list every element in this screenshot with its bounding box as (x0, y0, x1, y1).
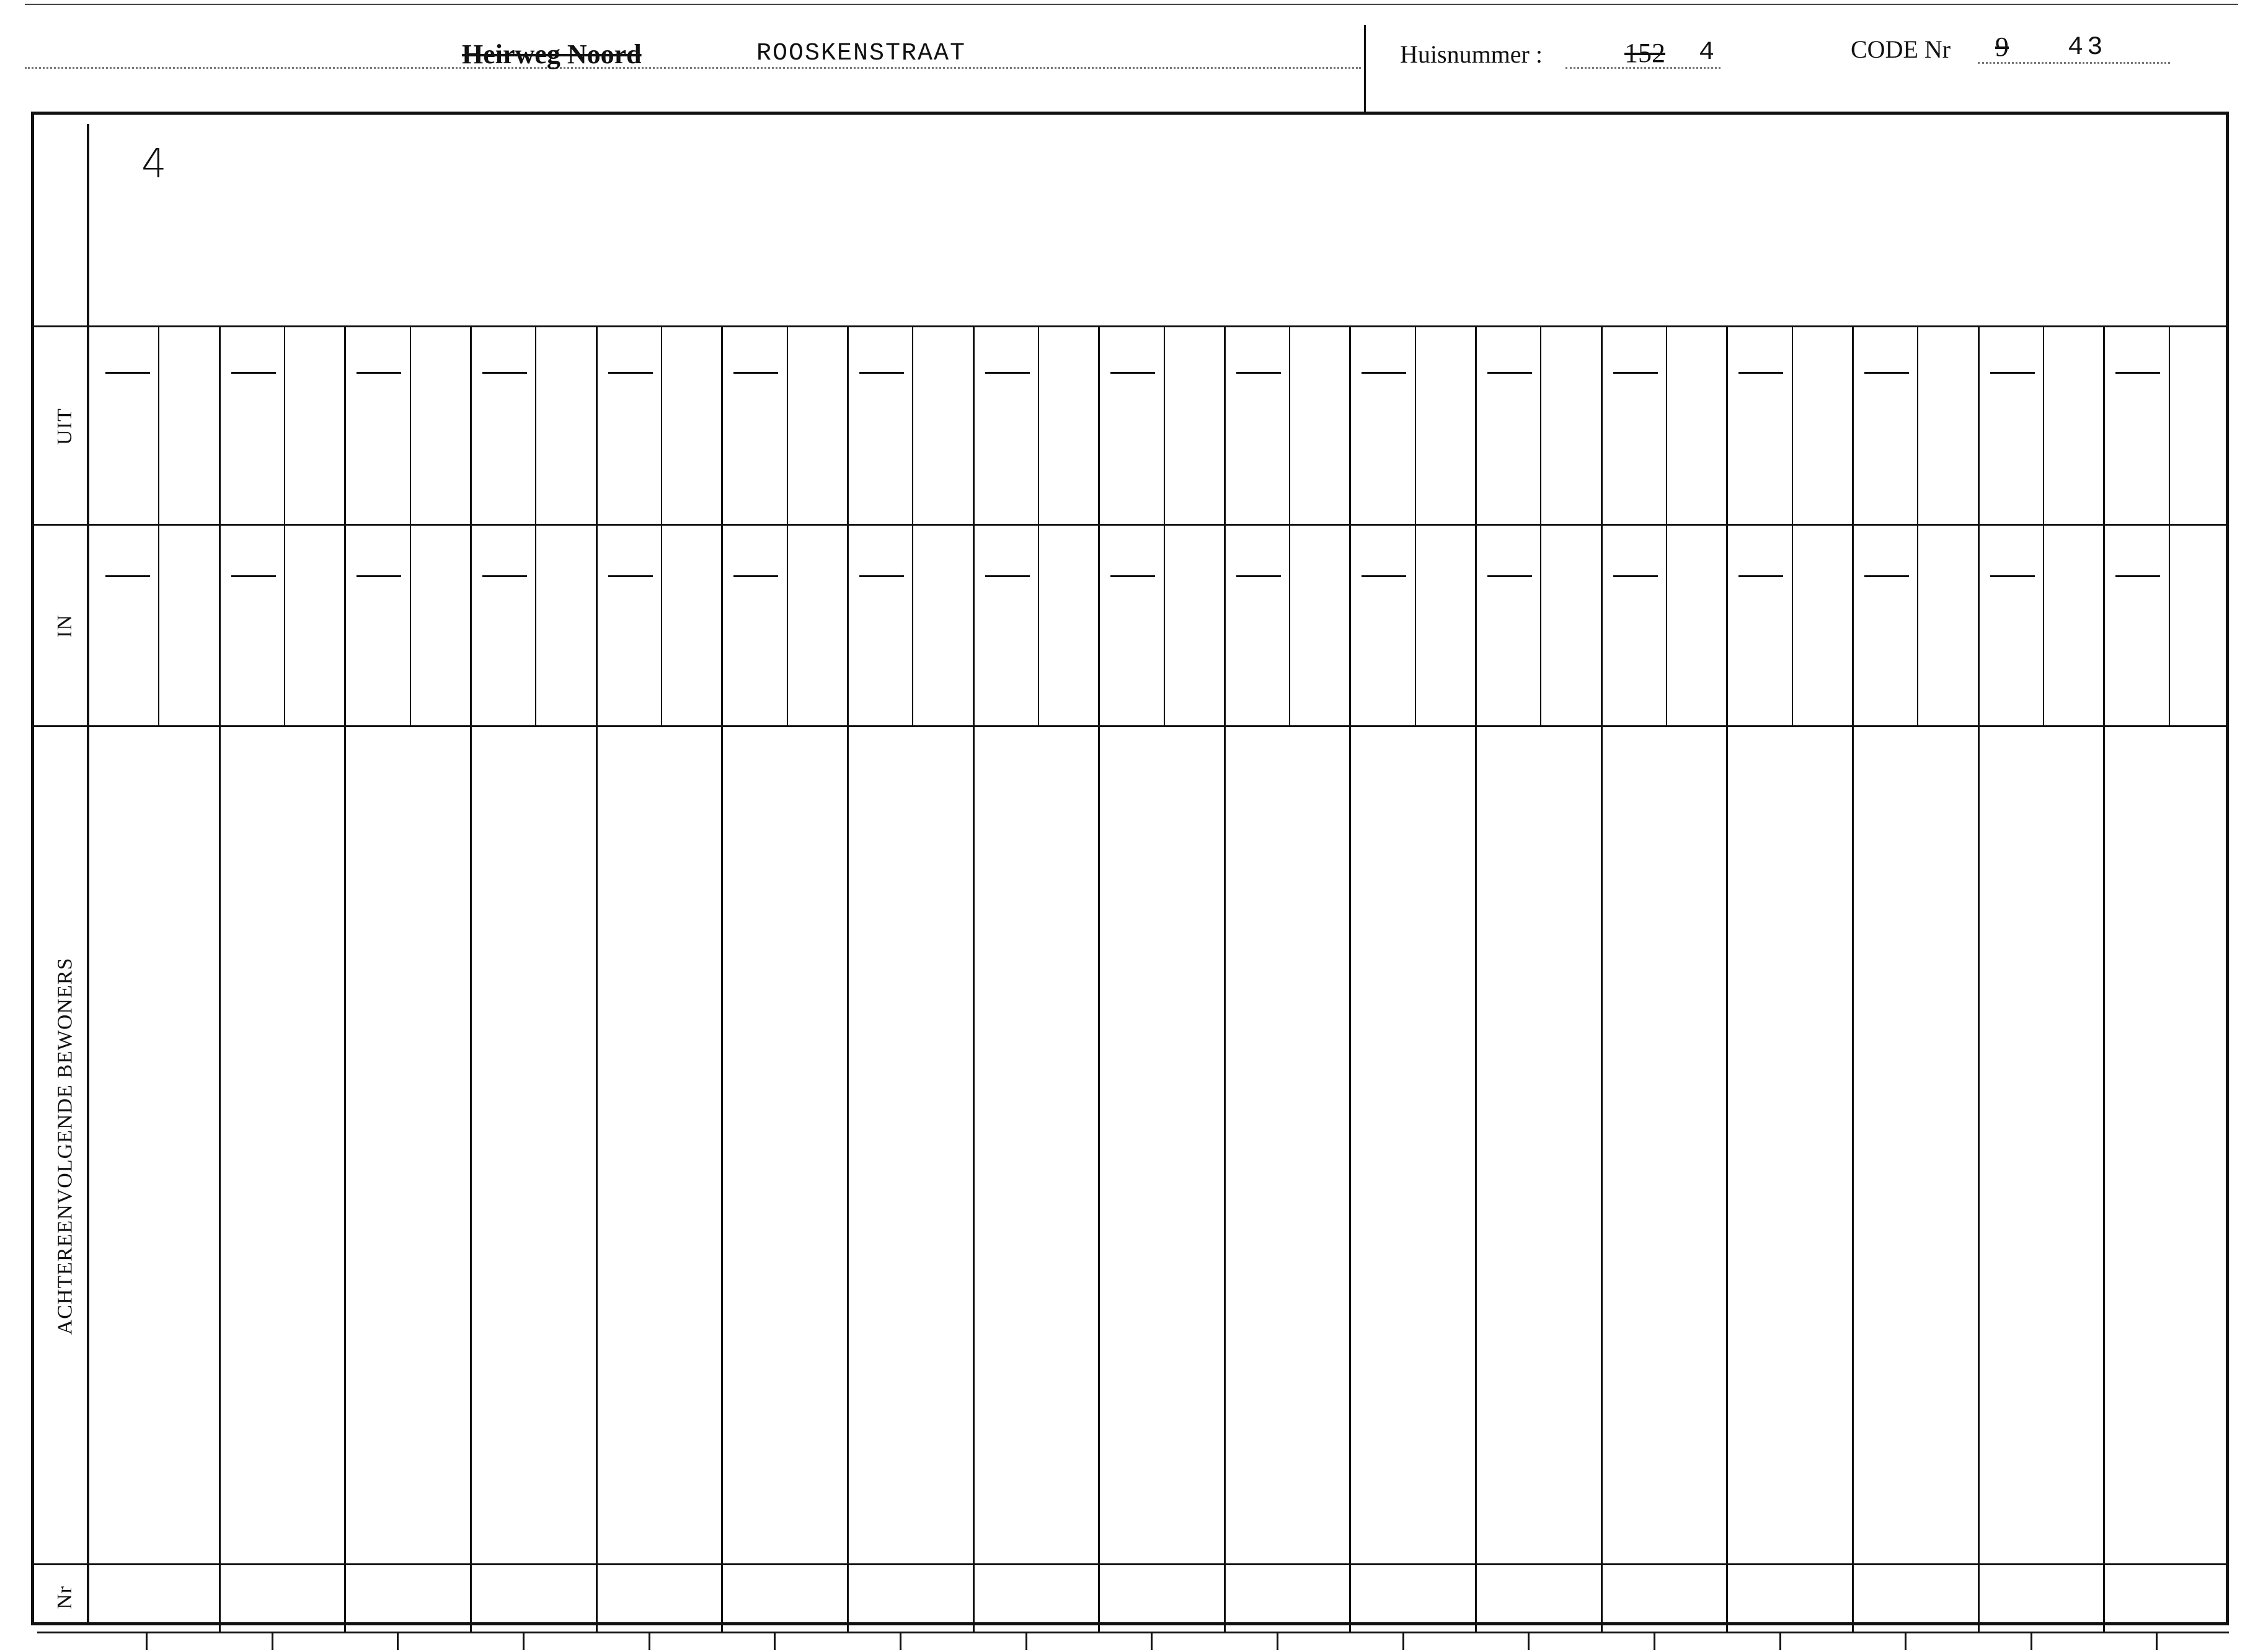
date-split-line (912, 325, 913, 725)
top-rule (25, 4, 2238, 5)
in-date-dash (1990, 575, 2035, 577)
in-date-dash (105, 575, 150, 577)
date-split-line (284, 325, 285, 725)
uit-date-dash (985, 372, 1030, 374)
column-divider (596, 325, 598, 1632)
uit-date-dash (733, 372, 778, 374)
date-split-line (410, 325, 411, 725)
row-label-residents (46, 728, 84, 1563)
uit-date-dash (356, 372, 401, 374)
section-divider-uit-in (31, 524, 2229, 526)
uit-date-dash (1738, 372, 1783, 374)
in-date-dash (859, 575, 904, 577)
uit-date-dash (1110, 372, 1155, 374)
date-split-line (2169, 325, 2170, 725)
column-divider (721, 325, 723, 1632)
column-divider (1098, 325, 1100, 1632)
in-date-dash (482, 575, 527, 577)
column-divider (847, 325, 849, 1632)
form-header (0, 0, 2263, 112)
row-label-uit-text: UIT (53, 407, 76, 445)
house-number-struck: 152 (1624, 38, 1665, 68)
date-split-line (1415, 325, 1416, 725)
uit-date-dash (231, 372, 276, 374)
row-label-in-text: IN (53, 614, 76, 638)
section-divider-residents-nr (31, 1563, 2229, 1565)
column-divider (1978, 325, 1980, 1632)
in-date-dash (2115, 575, 2160, 577)
column-divider (2103, 325, 2105, 1632)
in-date-dash (231, 575, 276, 577)
column-divider (1224, 325, 1226, 1632)
code-number[interactable]: 43 (2068, 32, 2107, 62)
uit-date-dash (482, 372, 527, 374)
register-form-frame (31, 112, 2229, 1625)
uit-date-dash (859, 372, 904, 374)
in-date-dash (356, 575, 401, 577)
column-divider (1601, 325, 1603, 1632)
in-date-dash (608, 575, 653, 577)
column-divider (344, 325, 346, 1632)
column-divider (470, 325, 472, 1632)
in-date-dash (1236, 575, 1281, 577)
header-divider (1364, 25, 1366, 112)
date-split-line (158, 325, 159, 725)
house-number[interactable]: 4 (1699, 37, 1715, 67)
bottom-strip (37, 1632, 2229, 1652)
uit-date-dash (105, 372, 150, 374)
uit-date-dash (2115, 372, 2160, 374)
label-column-rule (87, 124, 89, 1624)
date-split-line (1164, 325, 1165, 725)
row-label-nr (46, 1566, 84, 1628)
in-date-dash (1738, 575, 1783, 577)
column-divider (1726, 325, 1728, 1632)
street-name-struck: Heirweg Noord (462, 39, 642, 69)
uit-date-dash (608, 372, 653, 374)
in-date-dash (1864, 575, 1909, 577)
street-name[interactable]: ROOSKENSTRAAT (756, 40, 967, 68)
street-field-line (25, 67, 1361, 69)
uit-date-dash (1990, 372, 2035, 374)
date-split-line (661, 325, 662, 725)
uit-date-dash (1362, 372, 1406, 374)
row-label-residents-text: ACHTEREENVOLGENDE BEWONERS (53, 957, 77, 1335)
date-split-line (1666, 325, 1667, 725)
column-divider (1349, 325, 1351, 1632)
uit-date-dash (1864, 372, 1909, 374)
date-split-line (535, 325, 536, 725)
code-number-label: CODE Nr (1851, 35, 1951, 63)
column-divider (219, 325, 221, 1632)
date-split-line (2043, 325, 2044, 725)
house-number-label: Huisnummer : (1400, 40, 1543, 68)
code-number-struck: 9 (1995, 32, 2009, 62)
column-divider (1852, 325, 1854, 1632)
column-divider (1475, 325, 1477, 1632)
uit-date-dash (1236, 372, 1281, 374)
in-date-dash (1362, 575, 1406, 577)
uit-date-dash (1613, 372, 1658, 374)
in-date-dash (985, 575, 1030, 577)
in-date-dash (1487, 575, 1532, 577)
date-split-line (1038, 325, 1039, 725)
section-divider-in-residents (31, 725, 2229, 727)
date-split-line (1792, 325, 1793, 725)
in-date-dash (1613, 575, 1658, 577)
date-split-line (1289, 325, 1290, 725)
row-label-nr-text: Nr (53, 1586, 76, 1609)
in-date-dash (1110, 575, 1155, 577)
row-label-uit (46, 329, 84, 524)
section-divider-top (31, 325, 2229, 327)
date-split-line (1540, 325, 1541, 725)
handwritten-note: 4 (141, 141, 167, 187)
in-date-dash (733, 575, 778, 577)
date-split-line (1917, 325, 1918, 725)
uit-date-dash (1487, 372, 1532, 374)
date-split-line (787, 325, 788, 725)
row-label-in (46, 527, 84, 725)
column-divider (973, 325, 975, 1632)
